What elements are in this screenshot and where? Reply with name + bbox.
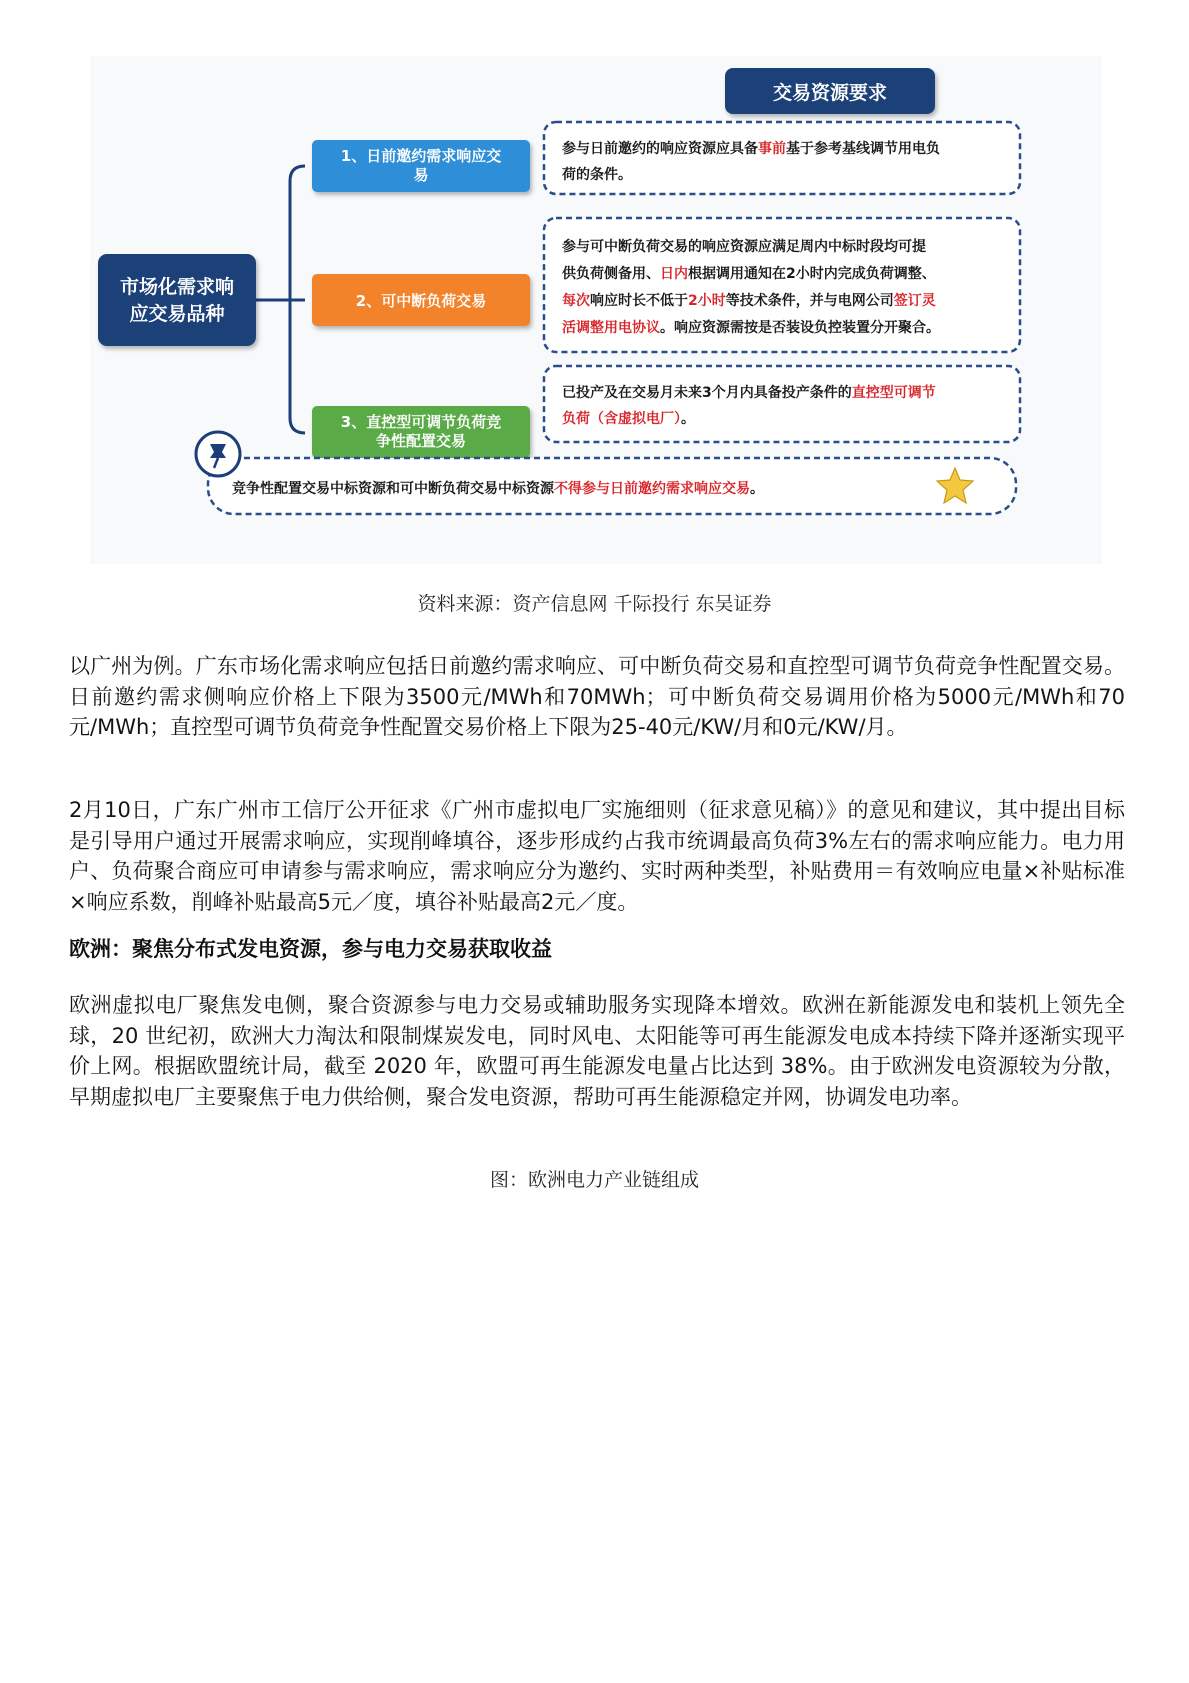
svg-text:市场化需求响: 市场化需求响	[119, 276, 235, 298]
diagram-svg	[90, 56, 1102, 564]
svg-text:参与日前邀约的响应资源应具备事前基于参考基线调节用电负: 参与日前邀约的响应资源应具备事前基于参考基线调节用电负	[562, 141, 940, 157]
section-heading-europe: 欧洲：聚焦分布式发电资源，参与电力交易获取收益	[69, 937, 552, 961]
svg-text:应交易品种: 应交易品种	[129, 303, 225, 325]
svg-text:2、可中断负荷交易: 2、可中断负荷交易	[355, 292, 487, 310]
branch-day-ahead	[312, 140, 530, 192]
svg-text:争性配置交易: 争性配置交易	[375, 432, 467, 450]
paragraph-europe: 欧洲虚拟电厂聚焦发电侧，聚合资源参与电力交易或辅助服务实现降本增效。欧洲在新能源发电和装机上领先全球，20 世纪初，欧洲大力淘汰和限制煤炭发电，同时风电、太阳能等可再生能源发电成本持续下降并逐渐实现平价上网。根据欧盟统计局，截至 2020 年，欧盟可再生能源发电量占比达到 38%。由于欧洲发电资源较为分散，早期虚拟电厂主要聚焦于电力供给侧，聚合发电资源，帮助可再生能源稳定并网，协调发电功率。	[69, 993, 1125, 1109]
figure-caption-europe-chain: 图：欧洲电力产业链组成	[489, 1169, 699, 1191]
svg-text:竞争性配置交易中标资源和可中断负荷交易中标资源不得参与日前邀: 竞争性配置交易中标资源和可中断负荷交易中标资源不得参与日前邀约需求响应交易。	[232, 481, 764, 497]
tree-connectors	[255, 166, 305, 433]
requirements-header	[725, 68, 935, 114]
svg-text:1、日前邀约需求响应交: 1、日前邀约需求响应交	[340, 147, 502, 165]
svg-text:供负荷侧备用、日内根据调用通知在2小时内完成负荷调整、: 供负荷侧备用、日内根据调用通知在2小时内完成负荷调整、	[562, 266, 936, 282]
svg-text:活调整用电协议。响应资源需按是否装设负控装置分开聚合。: 活调整用电协议。响应资源需按是否装设负控装置分开聚合。	[562, 320, 940, 336]
demand-response-diagram	[90, 56, 1102, 564]
svg-text:参与可中断负荷交易的响应资源应满足周内中标时段均可提: 参与可中断负荷交易的响应资源应满足周内中标时段均可提	[562, 239, 926, 255]
requirement-day-ahead	[544, 122, 1020, 194]
svg-text:每次响应时长不低于2小时等技术条件，并与电网公司签订灵: 每次响应时长不低于2小时等技术条件，并与电网公司签订灵	[562, 293, 936, 309]
requirement-direct-control	[544, 366, 1020, 442]
restriction-note	[208, 458, 1016, 514]
branch-direct-control	[312, 406, 530, 458]
root-node	[98, 254, 256, 346]
figure-source-caption: 资料来源：资产信息网 千际投行 东吴证券	[417, 593, 772, 615]
branch-interruptible	[312, 274, 530, 326]
paragraph-guangzhou-example: 以广州为例。广东市场化需求响应包括日前邀约需求响应、可中断负荷交易和直控型可调节负荷竞争性配置交易。日前邀约需求侧响应价格上下限为3500元/MWh和70MWh；可中断负荷交易调用价格为5000元/MWh和70元/MWh；直控型可调节负荷竞争性配置交易价格上下限为25-40元/KW/月和0元/KW/月。	[69, 654, 1125, 739]
svg-text:已投产及在交易月未来3个月内具备投产条件的直控型可调节: 已投产及在交易月未来3个月内具备投产条件的直控型可调节	[562, 385, 936, 401]
paragraph-guangzhou-policy: 2月10日，广东广州市工信厅公开征求《广州市虚拟电厂实施细则（征求意见稿）》的意见和建议，其中提出目标是引导用户通过开展需求响应，实现削峰填谷，逐步形成约占我市统调最高负荷3%左右的需求响应能力。电力用户、负荷聚合商应可申请参与需求响应，需求响应分为邀约、实时两种类型，补贴费用＝有效响应电量×补贴标准×响应系数，削峰补贴最高5元／度，填谷补贴最高2元／度。	[69, 798, 1125, 914]
requirement-interruptible	[544, 218, 1020, 352]
svg-text:负荷（含虚拟电厂）。: 负荷（含虚拟电厂）。	[562, 411, 695, 427]
svg-text:易: 易	[413, 166, 429, 184]
svg-text:交易资源要求: 交易资源要求	[772, 82, 888, 104]
pushpin-icon	[196, 432, 240, 476]
svg-text:3、直控型可调节负荷竞: 3、直控型可调节负荷竞	[340, 413, 502, 431]
svg-text:荷的条件。: 荷的条件。	[562, 167, 632, 183]
